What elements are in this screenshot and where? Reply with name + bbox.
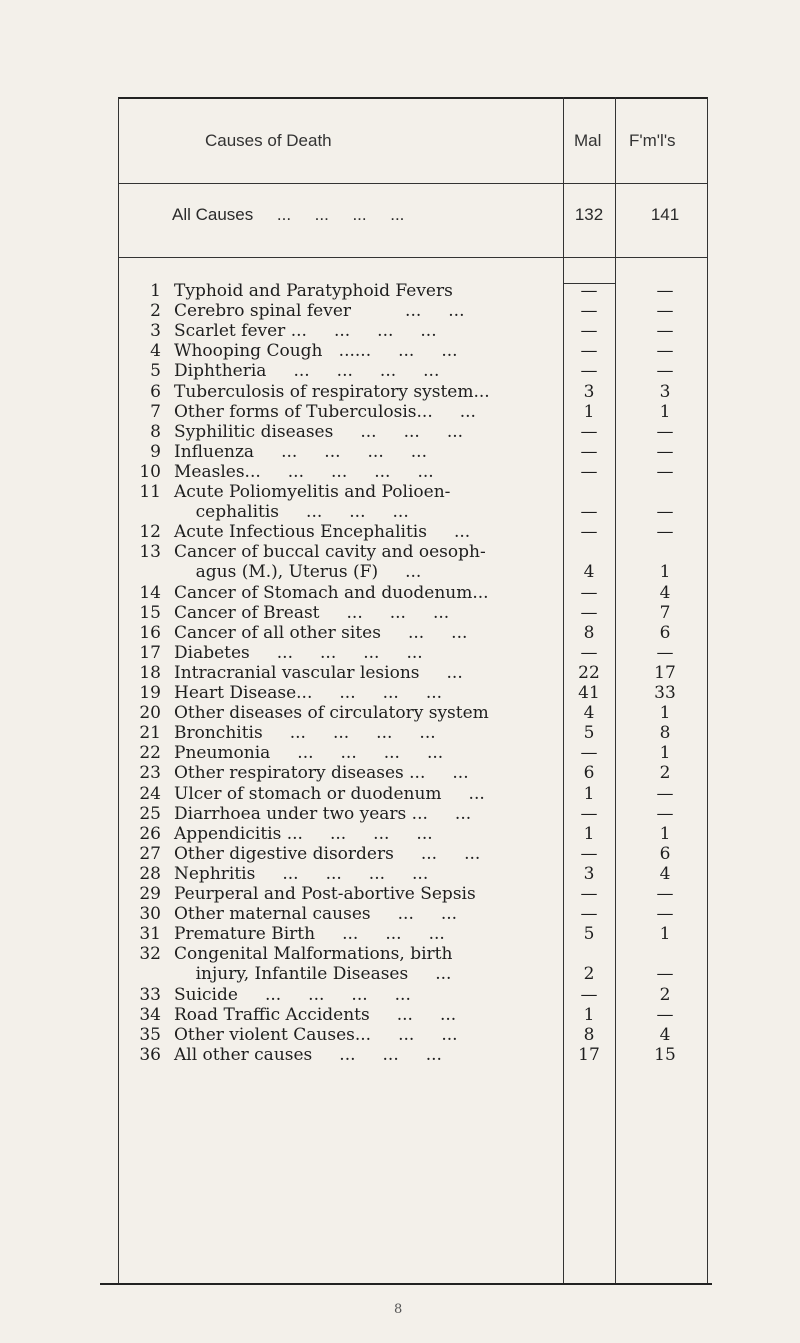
female-count: — <box>656 301 674 321</box>
row-number: 32 <box>139 944 161 964</box>
cause-label: injury, Infantile Diseases ... <box>174 964 452 984</box>
cause-label: Bronchitis ... ... ... ... <box>174 723 436 743</box>
male-count: 8 <box>583 1025 595 1045</box>
table-row <box>118 603 708 623</box>
cause-label: Other respiratory diseases ... ... <box>174 763 469 783</box>
cause-label: Cancer of Breast ... ... ... <box>174 603 450 623</box>
row-number: 23 <box>139 763 161 783</box>
row-number: 6 <box>150 382 161 402</box>
row-number: 12 <box>139 522 161 542</box>
male-count: 1 <box>583 824 595 844</box>
female-count: — <box>656 904 674 924</box>
male-count: — <box>580 522 598 542</box>
row-number: 3 <box>150 321 161 341</box>
cause-label: Suicide ... ... ... ... <box>174 985 411 1005</box>
cause-label: Other digestive disorders ... ... <box>174 844 481 864</box>
row-number: 34 <box>139 1005 161 1025</box>
female-count: 1 <box>659 924 671 944</box>
row-number: 36 <box>139 1045 161 1065</box>
cause-label: Diabetes ... ... ... ... <box>174 643 423 663</box>
row-number: 21 <box>139 723 161 743</box>
female-count: — <box>656 522 674 542</box>
male-count: — <box>580 884 598 904</box>
cause-label: Pneumonia ... ... ... ... <box>174 743 444 763</box>
table-row <box>118 1045 708 1065</box>
male-count: — <box>580 442 598 462</box>
row-number: 20 <box>139 703 161 723</box>
female-count: 1 <box>659 824 671 844</box>
table-row <box>118 804 708 824</box>
table-row <box>118 623 708 643</box>
cause-label: Tuberculosis of respiratory system... <box>174 382 490 402</box>
female-count: 2 <box>659 985 671 1005</box>
row-number: 35 <box>139 1025 161 1045</box>
row-number: 8 <box>150 422 161 442</box>
row-number: 24 <box>139 784 161 804</box>
row-number: 11 <box>139 482 161 502</box>
table-row <box>118 743 708 763</box>
table-row <box>118 542 708 582</box>
male-count: — <box>580 743 598 763</box>
cause-label: Acute Infectious Encephalitis ... <box>174 522 471 542</box>
female-count: 4 <box>659 1025 671 1045</box>
female-count: 6 <box>659 844 671 864</box>
table-row <box>118 301 708 321</box>
male-count: 5 <box>583 924 595 944</box>
cause-label: Other maternal causes ... ... <box>174 904 458 924</box>
male-count: — <box>580 985 598 1005</box>
male-count: 22 <box>578 663 600 683</box>
cause-label: Acute Poliomyelitis and Polioen- <box>174 482 451 502</box>
table-row <box>118 924 708 944</box>
female-count: 3 <box>659 382 671 402</box>
page-number: 8 <box>394 1302 403 1317</box>
cause-label: Measles... ... ... ... ... <box>174 462 434 482</box>
row-number: 9 <box>150 442 161 462</box>
table-row <box>118 522 708 542</box>
female-count: — <box>656 964 674 984</box>
row-number: 30 <box>139 904 161 924</box>
male-count: 4 <box>583 703 595 723</box>
cause-label: Cancer of all other sites ... ... <box>174 623 468 643</box>
table-row <box>118 321 708 341</box>
header-males: Mal <box>574 131 602 150</box>
table-row <box>118 442 708 462</box>
row-number: 19 <box>139 683 161 703</box>
table-row <box>118 884 708 904</box>
all-causes-label: All Causes ... ... ... ... <box>172 205 405 224</box>
header-causes: Causes of Death <box>205 131 332 150</box>
female-count: 1 <box>659 743 671 763</box>
cause-label: Typhoid and Paratyphoid Fevers <box>174 281 453 301</box>
row-number: 25 <box>139 804 161 824</box>
male-count: — <box>580 281 598 301</box>
female-count: 17 <box>654 663 676 683</box>
row-number: 31 <box>139 924 161 944</box>
female-count: 2 <box>659 763 671 783</box>
cause-label: Cerebro spinal fever ... ... <box>174 301 465 321</box>
row-number: 7 <box>150 402 161 422</box>
row-number: 26 <box>139 824 161 844</box>
female-count: — <box>656 804 674 824</box>
table-row <box>118 784 708 804</box>
male-count: 3 <box>583 864 595 884</box>
male-count: 5 <box>583 723 595 743</box>
table-row <box>118 763 708 783</box>
male-count: — <box>580 643 598 663</box>
table-row <box>118 1025 708 1045</box>
male-count: 1 <box>583 784 595 804</box>
table-row <box>118 402 708 422</box>
all-causes-females: 141 <box>650 205 680 224</box>
table-row <box>118 683 708 703</box>
row-number: 15 <box>139 603 161 623</box>
female-count: — <box>656 341 674 361</box>
row-number: 16 <box>139 623 161 643</box>
male-count: — <box>580 341 598 361</box>
female-count: 33 <box>654 683 676 703</box>
male-count: 6 <box>583 763 595 783</box>
male-count: 2 <box>583 964 595 984</box>
female-count: — <box>656 462 674 482</box>
male-count: 41 <box>578 683 600 703</box>
female-count: 4 <box>659 583 671 603</box>
row-number: 5 <box>150 361 161 381</box>
female-count: 1 <box>659 562 671 582</box>
cause-label: Intracranial vascular lesions ... <box>174 663 463 683</box>
female-count: 6 <box>659 623 671 643</box>
cause-label: Diphtheria ... ... ... ... <box>174 361 440 381</box>
table-row <box>118 663 708 683</box>
table-row <box>118 824 708 844</box>
male-count: 1 <box>583 402 595 422</box>
female-count: — <box>656 422 674 442</box>
row-number: 14 <box>139 583 161 603</box>
row-number: 27 <box>139 844 161 864</box>
row-number: 18 <box>139 663 161 683</box>
male-count: — <box>580 583 598 603</box>
male-count: — <box>580 301 598 321</box>
table-row <box>118 462 708 482</box>
female-count: — <box>656 442 674 462</box>
male-count: — <box>580 361 598 381</box>
female-count: 8 <box>659 723 671 743</box>
male-count: — <box>580 462 598 482</box>
male-count: — <box>580 603 598 623</box>
table-row <box>118 864 708 884</box>
cause-label: Cancer of buccal cavity and oesoph- <box>174 542 486 562</box>
female-count: — <box>656 361 674 381</box>
row-number: 17 <box>139 643 161 663</box>
row-number: 29 <box>139 884 161 904</box>
female-count: 1 <box>659 402 671 422</box>
table-row <box>118 1005 708 1025</box>
row-number: 2 <box>150 301 161 321</box>
male-count: 3 <box>583 382 595 402</box>
cause-label: agus (M.), Uterus (F) ... <box>174 562 422 582</box>
cause-label: Road Traffic Accidents ... ... <box>174 1005 457 1025</box>
row-number: 22 <box>139 743 161 763</box>
cause-label: Diarrhoea under two years ... ... <box>174 804 472 824</box>
cause-label: Influenza ... ... ... ... <box>174 442 427 462</box>
cause-label: Peurperal and Post-abortive Sepsis <box>174 884 476 904</box>
table-row <box>118 643 708 663</box>
cause-label: Nephritis ... ... ... ... <box>174 864 429 884</box>
row-number: 4 <box>150 341 161 361</box>
male-count: — <box>580 904 598 924</box>
table-row <box>118 382 708 402</box>
cause-label: Other violent Causes... ... ... <box>174 1025 458 1045</box>
cause-label: Heart Disease... ... ... ... <box>174 683 443 703</box>
male-count: 17 <box>578 1045 600 1065</box>
table-row <box>118 985 708 1005</box>
female-count: — <box>656 643 674 663</box>
table-row <box>118 482 708 522</box>
female-count: — <box>656 1005 674 1025</box>
male-count: — <box>580 321 598 341</box>
bottom-rule <box>100 1283 712 1285</box>
female-count: — <box>656 321 674 341</box>
cause-label: Scarlet fever ... ... ... ... <box>174 321 437 341</box>
male-count: — <box>580 804 598 824</box>
female-count: — <box>656 281 674 301</box>
header-females: F'm'l's <box>629 131 676 150</box>
table-row <box>118 723 708 743</box>
table-row <box>118 361 708 381</box>
female-count: 1 <box>659 703 671 723</box>
male-count: — <box>580 844 598 864</box>
all-causes-rule <box>118 257 708 258</box>
cause-label: Whooping Cough ...... ... ... <box>174 341 458 361</box>
table-row <box>118 844 708 864</box>
table-row <box>118 281 708 301</box>
cause-label: Congenital Malformations, birth <box>174 944 453 964</box>
cause-label: Premature Birth ... ... ... <box>174 924 445 944</box>
table-row <box>118 583 708 603</box>
table-row <box>118 703 708 723</box>
cause-label: Syphilitic diseases ... ... ... <box>174 422 464 442</box>
table-row <box>118 944 708 984</box>
female-count: — <box>656 502 674 522</box>
all-causes-males: 132 <box>574 205 604 224</box>
female-count: 15 <box>654 1045 676 1065</box>
male-count: 8 <box>583 623 595 643</box>
male-count: — <box>580 422 598 442</box>
cause-label: All other causes ... ... ... <box>174 1045 442 1065</box>
cause-label: Other forms of Tuberculosis... ... <box>174 402 476 422</box>
male-count: — <box>580 502 598 522</box>
row-number: 1 <box>150 281 161 301</box>
female-count: — <box>656 784 674 804</box>
female-count: 7 <box>659 603 671 623</box>
male-count: 4 <box>583 562 595 582</box>
header-rule <box>118 183 708 184</box>
row-number: 13 <box>139 542 161 562</box>
cause-label: cephalitis ... ... ... <box>174 502 409 522</box>
table-row <box>118 422 708 442</box>
cause-label: Appendicitis ... ... ... ... <box>174 824 433 844</box>
female-count: — <box>656 884 674 904</box>
male-count: 1 <box>583 1005 595 1025</box>
cause-label: Other diseases of circulatory system <box>174 703 489 723</box>
cause-label: Ulcer of stomach or duodenum ... <box>174 784 485 804</box>
row-number: 28 <box>139 864 161 884</box>
cause-label: Cancer of Stomach and duodenum... <box>174 583 489 603</box>
row-number: 33 <box>139 985 161 1005</box>
female-count: 4 <box>659 864 671 884</box>
table-row <box>118 904 708 924</box>
row-number: 10 <box>139 462 161 482</box>
table-row <box>118 341 708 361</box>
